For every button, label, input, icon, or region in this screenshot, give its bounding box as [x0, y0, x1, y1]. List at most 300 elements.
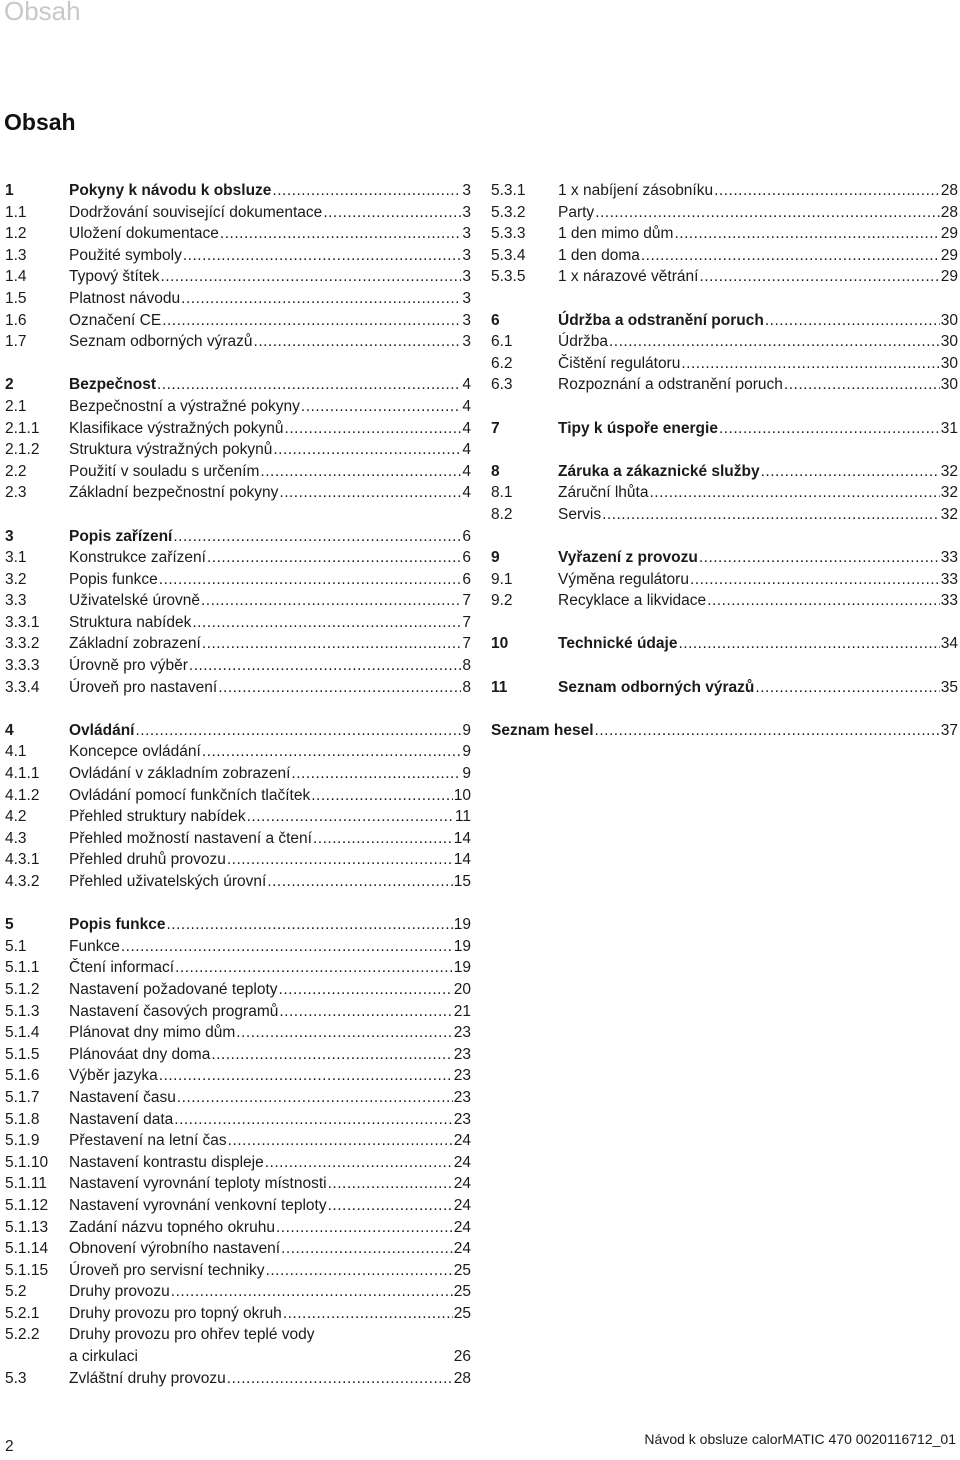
- toc-chapter-entry[interactable]: [491, 461, 958, 483]
- toc-entry-page: 23: [453, 1088, 471, 1106]
- toc-entry[interactable]: [5, 245, 471, 267]
- toc-leader-dots: [201, 590, 461, 612]
- toc-entry-page: 24: [453, 1240, 471, 1258]
- toc-entry-page: 3: [462, 311, 471, 329]
- toc-entry-number: 1.2: [5, 225, 27, 243]
- toc-entry-number: 3.3: [5, 592, 27, 610]
- toc-entry[interactable]: [5, 1087, 471, 1109]
- toc-entry[interactable]: [491, 482, 958, 504]
- toc-leader-dots: [755, 677, 939, 699]
- toc-entry[interactable]: [5, 763, 471, 785]
- toc-entry-title: Úroveň pro servisní techniky: [69, 1261, 265, 1279]
- toc-entry-page: 25: [453, 1283, 471, 1301]
- toc-entry-page: 24: [453, 1175, 471, 1193]
- toc-entry-title: Seznam odborných výrazů: [558, 678, 755, 696]
- toc-entry-number: 7: [491, 419, 500, 437]
- toc-leader-dots: [649, 482, 939, 504]
- toc-entry-number: 1.6: [5, 311, 27, 329]
- toc-entry-title: Nastavení časových programů: [69, 1002, 279, 1020]
- toc-entry-number: 5.1.6: [5, 1067, 40, 1085]
- toc-leader-dots: [162, 310, 461, 332]
- toc-entry-title: 1 den mimo dům: [558, 225, 674, 243]
- toc-entry-number: 8: [491, 462, 500, 480]
- toc-leader-dots: [313, 828, 453, 850]
- toc-entry-title: Platnost návodu: [69, 289, 181, 307]
- toc-entry-number: 2.1.1: [5, 419, 40, 437]
- toc-leader-dots: [761, 461, 940, 483]
- toc-leader-dots: [220, 223, 461, 245]
- toc-entry-title: Rozpoznání a odstranění poruch: [558, 376, 783, 394]
- toc-entry-title: Ovládání v základním zobrazení: [69, 765, 291, 783]
- toc-entry-page: 11: [454, 808, 471, 826]
- toc-entry[interactable]: [5, 1260, 471, 1282]
- toc-leader-dots: [279, 1001, 452, 1023]
- toc-entry[interactable]: [5, 655, 471, 677]
- toc-leader-dots: [159, 1065, 453, 1087]
- toc-entry-number: 3.3.1: [5, 613, 40, 631]
- toc-leader-dots: [121, 936, 453, 958]
- toc-entry[interactable]: [491, 569, 958, 591]
- toc-leader-dots: [218, 677, 461, 699]
- toc-gap: [5, 893, 471, 915]
- toc-entry-number: 2.1.2: [5, 441, 40, 459]
- toc-leader-dots: [641, 245, 940, 267]
- toc-entry[interactable]: [5, 633, 471, 655]
- toc-entry[interactable]: [5, 1303, 471, 1325]
- toc-gap: [5, 698, 471, 720]
- toc-entry-page: 25: [453, 1261, 471, 1279]
- toc-entry-number: 5.2.2: [5, 1326, 40, 1344]
- toc-entry-number: 1.4: [5, 268, 27, 286]
- toc-entry-page: 23: [453, 1045, 471, 1063]
- toc-entry-page: 33: [940, 549, 958, 567]
- toc-gap: [491, 288, 958, 310]
- toc-entry-page: 7: [462, 635, 471, 653]
- toc-chapter-entry[interactable]: [5, 914, 471, 936]
- toc-leader-dots: [202, 633, 462, 655]
- toc-entry-number: 6: [491, 311, 500, 329]
- toc-entry-title: Nastavení kontrastu displeje: [69, 1153, 264, 1171]
- toc-entry-number: 5.1.10: [5, 1153, 49, 1171]
- toc-entry-page: 37: [940, 721, 958, 739]
- toc-entry-number: 8.1: [491, 484, 513, 502]
- toc-entry-page: 19: [453, 937, 471, 955]
- toc-leader-dots: [291, 763, 461, 785]
- toc-entry-title: Zvláštní druhy provozu: [69, 1369, 226, 1387]
- toc-left-column: [5, 180, 471, 1389]
- toc-entry[interactable]: [5, 1173, 471, 1195]
- toc-entry-page: 4: [462, 441, 471, 459]
- toc-entry-page: 32: [940, 484, 958, 502]
- toc-entry[interactable]: [491, 590, 958, 612]
- toc-gap: [491, 526, 958, 548]
- toc-chapter-entry[interactable]: [491, 418, 958, 440]
- toc-entry-page: 3: [462, 333, 471, 351]
- toc-entry-number: 6.2: [491, 354, 513, 372]
- toc-entry[interactable]: [5, 806, 471, 828]
- toc-entry-number: 2.2: [5, 462, 27, 480]
- toc-chapter-entry[interactable]: [5, 180, 471, 202]
- toc-entry-page: 4: [462, 462, 471, 480]
- toc-entry[interactable]: [5, 1001, 471, 1023]
- toc-entry-number: 5.3.3: [491, 225, 526, 243]
- toc-entry[interactable]: [5, 1065, 471, 1087]
- toc-entry-page: 3: [462, 203, 471, 221]
- toc-leader-dots: [177, 1087, 453, 1109]
- toc-entry-number: 1.3: [5, 246, 27, 264]
- toc-entry-number: 3.3.4: [5, 678, 40, 696]
- toc-chapter-entry[interactable]: [491, 677, 958, 699]
- toc-entry-page: 3: [462, 182, 471, 199]
- toc-entry[interactable]: [5, 590, 471, 612]
- toc-entry-number: 5.1.13: [5, 1218, 49, 1236]
- toc-entry[interactable]: [5, 1238, 471, 1260]
- toc-entry[interactable]: [5, 612, 471, 634]
- toc-entry[interactable]: [5, 266, 471, 288]
- toc-entry-title: Nastavení data: [69, 1110, 174, 1128]
- toc-entry-title: Bezpečnost: [69, 376, 156, 394]
- toc-leader-dots: [227, 849, 453, 871]
- toc-entry-page: 26: [453, 1348, 471, 1366]
- toc-entry[interactable]: [5, 331, 471, 353]
- toc-entry-page: 10: [453, 786, 471, 804]
- toc-entry-page: 9: [462, 765, 471, 783]
- toc-entry[interactable]: [491, 180, 958, 202]
- toc-entry-page: 3: [462, 268, 471, 286]
- toc-leader-dots: [273, 439, 461, 461]
- toc-entry-title: 1 den doma: [558, 246, 640, 264]
- toc-entry[interactable]: [491, 202, 958, 224]
- toc-entry-title: Úrovně pro výběr: [69, 657, 188, 675]
- toc-entry-page: 3: [462, 246, 471, 264]
- toc-entry-number: 10: [491, 635, 509, 653]
- toc-entry-page: 6: [462, 527, 471, 545]
- toc-entry-number: 5.3.2: [491, 203, 526, 221]
- toc-entry[interactable]: [5, 1152, 471, 1174]
- toc-leader-dots: [247, 806, 454, 828]
- toc-leader-dots: [175, 957, 453, 979]
- toc-entry-number: 5.1.1: [5, 959, 40, 977]
- toc-entry-number: 3.3.3: [5, 657, 40, 675]
- toc-leader-dots: [276, 1217, 453, 1239]
- toc-entry-page: 28: [940, 203, 958, 221]
- toc-entry-title: Pokyny k návodu k obsluze: [69, 182, 272, 199]
- toc-entry[interactable]: [5, 677, 471, 699]
- toc-entry-title: Druhy provozu: [69, 1283, 170, 1301]
- toc-leader-dots: [160, 266, 461, 288]
- toc-entry-page: 33: [940, 592, 958, 610]
- toc-entry-page: 25: [453, 1304, 471, 1322]
- toc-entry[interactable]: [491, 353, 958, 375]
- toc-leader-dots: [174, 1109, 452, 1131]
- toc-entry[interactable]: [5, 1022, 471, 1044]
- toc-entry-number: 5: [5, 916, 14, 934]
- toc-leader-dots: [719, 418, 940, 440]
- toc-chapter-entry[interactable]: [5, 720, 471, 742]
- toc-entry[interactable]: [5, 310, 471, 332]
- toc-entry-title: Recyklace a likvidace: [558, 592, 707, 610]
- page-title: Obsah: [4, 109, 76, 135]
- toc-entry[interactable]: [5, 957, 471, 979]
- toc-entry[interactable]: [5, 461, 471, 483]
- toc-leader-dots: [272, 180, 461, 202]
- toc-entry[interactable]: [491, 266, 958, 288]
- toc-entry-page: 32: [940, 462, 958, 480]
- toc-entry-number: 9: [491, 549, 500, 567]
- toc-entry-number: 8.2: [491, 505, 513, 523]
- toc-leader-dots: [183, 245, 462, 267]
- toc-leader-dots: [227, 1368, 453, 1390]
- toc-entry-page: 15: [453, 873, 471, 890]
- toc-entry-title: Údržba a odstranění poruch: [558, 311, 764, 329]
- toc-entry-page: 28: [453, 1369, 471, 1387]
- toc-entry[interactable]: [5, 1109, 471, 1131]
- toc-leader-dots: [266, 1260, 453, 1282]
- toc-entry[interactable]: [5, 871, 471, 893]
- toc-leader-dots: [609, 331, 940, 353]
- toc-entry-title: Základní bezpečnostní pokyny: [69, 484, 279, 502]
- toc-gap: [491, 698, 958, 720]
- toc-leader-dots: [674, 223, 939, 245]
- toc-entry-page: 35: [940, 678, 958, 696]
- toc-entry[interactable]: [5, 1195, 471, 1217]
- toc-leader-dots: [595, 202, 940, 224]
- toc-chapter-entry[interactable]: [491, 720, 958, 742]
- toc-entry-page: 24: [453, 1132, 471, 1150]
- toc-entry-page: 29: [940, 268, 958, 286]
- toc-entry-title: Plánovat dny mimo dům: [69, 1024, 236, 1042]
- toc-entry-page: 8: [462, 678, 471, 696]
- toc-entry-title: Základní zobrazení: [69, 635, 201, 653]
- toc-entry-page: 24: [453, 1218, 471, 1236]
- toc-leader-dots: [285, 418, 462, 440]
- toc-entry-number: 2: [5, 376, 14, 394]
- toc-leader-dots: [166, 914, 452, 936]
- toc-entry[interactable]: [5, 1217, 471, 1239]
- toc-entry-page: 7: [462, 592, 471, 610]
- toc-entry-title: Údržba: [558, 333, 608, 351]
- toc-entry-page: 34: [940, 635, 958, 653]
- toc-entry[interactable]: [5, 547, 471, 569]
- toc-entry-title: Popis zařízení: [69, 527, 173, 545]
- toc-entry[interactable]: [5, 482, 471, 504]
- toc-entry-title: Struktura výstražných pokynů: [69, 441, 273, 459]
- toc-leader-dots: [323, 202, 461, 224]
- toc-entry[interactable]: [5, 785, 471, 807]
- toc-entry-title: Nastavení vyrovnání teploty místnosti: [69, 1175, 327, 1193]
- toc-leader-dots: [173, 526, 461, 548]
- toc-entry-page: 29: [940, 246, 958, 264]
- toc-entry-number: 5.2: [5, 1283, 27, 1301]
- toc-entry[interactable]: [5, 936, 471, 958]
- toc-entry-title: Tipy k úspoře energie: [558, 419, 718, 437]
- toc-entry[interactable]: [5, 979, 471, 1001]
- toc-leader-dots: [228, 1130, 453, 1152]
- toc-leader-dots: [267, 871, 452, 893]
- toc-entry-title: Použití v souladu s určením: [69, 462, 260, 480]
- toc-entry-number: 5.1: [5, 937, 27, 955]
- toc-entry-title: Nastavení požadované teploty: [69, 980, 278, 998]
- toc-gap: [5, 504, 471, 526]
- toc-entry-title-continued: a cirkulaci: [69, 1348, 138, 1366]
- toc-entry-title: Uložení dokumentace: [69, 225, 219, 243]
- toc-entry-title: Technické údaje: [558, 635, 678, 653]
- toc-entry-number: 4: [5, 721, 14, 739]
- toc-entry-number: 1.7: [5, 333, 27, 351]
- toc-entry-title: Klasifikace výstražných pokynů: [69, 419, 284, 437]
- toc-entry[interactable]: [5, 1044, 471, 1066]
- toc-chapter-entry[interactable]: [491, 633, 958, 655]
- toc-entry-page: 24: [453, 1196, 471, 1214]
- toc-entry[interactable]: [5, 741, 471, 763]
- toc-entry-number: 4.1.2: [5, 786, 40, 804]
- toc-leader-dots: [157, 374, 461, 396]
- toc-entry-number: 5.3.5: [491, 268, 526, 286]
- toc-entry-number: 5.1.14: [5, 1240, 49, 1258]
- toc-entry[interactable]: [491, 223, 958, 245]
- toc-entry-number: 2.3: [5, 484, 27, 502]
- toc-chapter-entry[interactable]: [491, 310, 958, 332]
- toc-chapter-entry[interactable]: [5, 374, 471, 396]
- toc-entry[interactable]: [5, 418, 471, 440]
- toc-entry[interactable]: [5, 1130, 471, 1152]
- footer-page-number: 2: [5, 1438, 14, 1455]
- toc-entry[interactable]: [5, 1324, 471, 1346]
- toc-entry-page: 4: [462, 376, 471, 394]
- toc-entry[interactable]: [491, 245, 958, 267]
- toc-leader-dots: [681, 353, 939, 375]
- toc-leader-dots: [714, 180, 940, 202]
- toc-leader-dots: [678, 633, 939, 655]
- toc-entry[interactable]: [491, 504, 958, 526]
- toc-entry[interactable]: [5, 288, 471, 310]
- toc-leader-dots: [699, 266, 939, 288]
- toc-leader-dots: [690, 569, 940, 591]
- toc-entry-page: 14: [453, 851, 471, 869]
- toc-entry-title: Úroveň pro nastavení: [69, 678, 218, 696]
- toc-entry-page: 28: [940, 182, 958, 199]
- toc-entry-page: 21: [453, 1002, 471, 1020]
- toc-entry-page: 6: [462, 549, 471, 567]
- toc-leader-dots: [211, 1044, 452, 1066]
- toc-chapter-entry[interactable]: [5, 526, 471, 548]
- toc-leader-dots: [135, 720, 461, 742]
- toc-leader-dots: [202, 741, 462, 763]
- toc-entry-title: Funkce: [69, 937, 120, 955]
- toc-entry[interactable]: [5, 202, 471, 224]
- toc-chapter-entry[interactable]: [491, 547, 958, 569]
- toc-entry-number: 5.3.4: [491, 246, 526, 264]
- toc-entry-page: 19: [453, 959, 471, 977]
- toc-entry-page: 4: [462, 397, 471, 415]
- toc-gap: [491, 655, 958, 677]
- toc-entry-page: 9: [462, 743, 471, 761]
- toc-leader-dots: [207, 547, 461, 569]
- toc-entry-page: 33: [940, 570, 958, 588]
- toc-entry[interactable]: [491, 374, 958, 396]
- toc-leader-dots: [260, 461, 461, 483]
- toc-entry-title: Přehled možností nastavení a čtení: [69, 829, 312, 847]
- toc-leader-dots: [254, 331, 462, 353]
- toc-entry[interactable]: [5, 1281, 471, 1303]
- toc-entry-title: Použité symboly: [69, 246, 182, 264]
- toc-leader-dots: [595, 720, 940, 742]
- toc-entry-number: 9.2: [491, 592, 513, 610]
- toc-entry[interactable]: [5, 439, 471, 461]
- toc-entry[interactable]: [5, 1368, 471, 1390]
- toc-entry-number: 5.1.4: [5, 1024, 40, 1042]
- toc-entry[interactable]: [5, 396, 471, 418]
- toc-entry-page: 6: [462, 570, 471, 588]
- toc-leader-dots: [602, 504, 940, 526]
- toc-entry-page: 7: [462, 613, 471, 631]
- toc-leader-dots: [279, 979, 453, 1001]
- toc-entry-number: 5.1.7: [5, 1088, 40, 1106]
- toc-entry-page: 23: [453, 1110, 471, 1128]
- toc-entry-title: Typový štítek: [69, 268, 160, 286]
- toc-entry-page: 3: [462, 225, 471, 243]
- toc-entry[interactable]: [5, 569, 471, 591]
- toc-entry-title: Popis funkce: [69, 570, 158, 588]
- toc-entry-title: Obnovení výrobního nastavení: [69, 1240, 281, 1258]
- toc-entry[interactable]: [491, 331, 958, 353]
- toc-leader-dots: [283, 1303, 453, 1325]
- toc-entry-number: 4.3.2: [5, 873, 40, 890]
- toc-leader-dots: [189, 655, 461, 677]
- toc-entry-number: 4.2: [5, 808, 27, 826]
- toc-entry[interactable]: [5, 849, 471, 871]
- toc-entry-number: 3.3.2: [5, 635, 40, 653]
- toc-leader-dots: [139, 1346, 453, 1368]
- toc-entry-title: Přehled uživatelských úrovní: [69, 873, 267, 890]
- toc-entry-page: 32: [940, 505, 958, 523]
- toc-entry[interactable]: [5, 828, 471, 850]
- toc-entry-title: Přestavení na letní čas: [69, 1132, 227, 1150]
- toc-leader-dots: [784, 374, 940, 396]
- toc-leader-dots: [281, 1238, 453, 1260]
- toc-entry-number: 5.3.1: [491, 182, 526, 199]
- toc-entry-title: Označení CE: [69, 311, 162, 329]
- toc-leader-dots: [279, 482, 461, 504]
- toc-entry-page: 31: [940, 419, 958, 437]
- toc-entry-number: 5.1.2: [5, 980, 40, 998]
- toc-leader-dots: [328, 1173, 453, 1195]
- toc-gap: [491, 396, 958, 418]
- toc-entry-number: 5.1.15: [5, 1261, 49, 1279]
- toc-entry-title: Nastavení času: [69, 1088, 176, 1106]
- toc-leader-dots: [236, 1022, 452, 1044]
- toc-entry-page: 24: [453, 1153, 471, 1171]
- toc-entry-title: Záruční lhůta: [558, 484, 649, 502]
- toc-right-column: [491, 180, 958, 741]
- toc-entry-number: 5.1.11: [5, 1175, 47, 1193]
- toc-entry-title: Ovládání: [69, 721, 135, 739]
- toc-entry-number: 11: [491, 678, 508, 696]
- header-title: Obsah: [4, 0, 81, 26]
- toc-gap: [491, 612, 958, 634]
- toc-entry-page: 29: [940, 225, 958, 243]
- toc-entry-number: 5.2.1: [5, 1304, 40, 1322]
- toc-entry-title: Ovládání pomocí funkčních tlačítek: [69, 786, 311, 804]
- toc-entry-number: 1.5: [5, 289, 27, 307]
- toc-entry-number: 3.2: [5, 570, 27, 588]
- toc-entry[interactable]: [5, 223, 471, 245]
- toc-entry-title: Záruka a zákaznické služby: [558, 462, 760, 480]
- toc-entry-page: 9: [462, 721, 471, 739]
- toc-leader-dots: [328, 1195, 453, 1217]
- toc-entry-title: 1 x nabíjení zásobníku: [558, 182, 714, 199]
- toc-entry-page: 20: [453, 980, 471, 998]
